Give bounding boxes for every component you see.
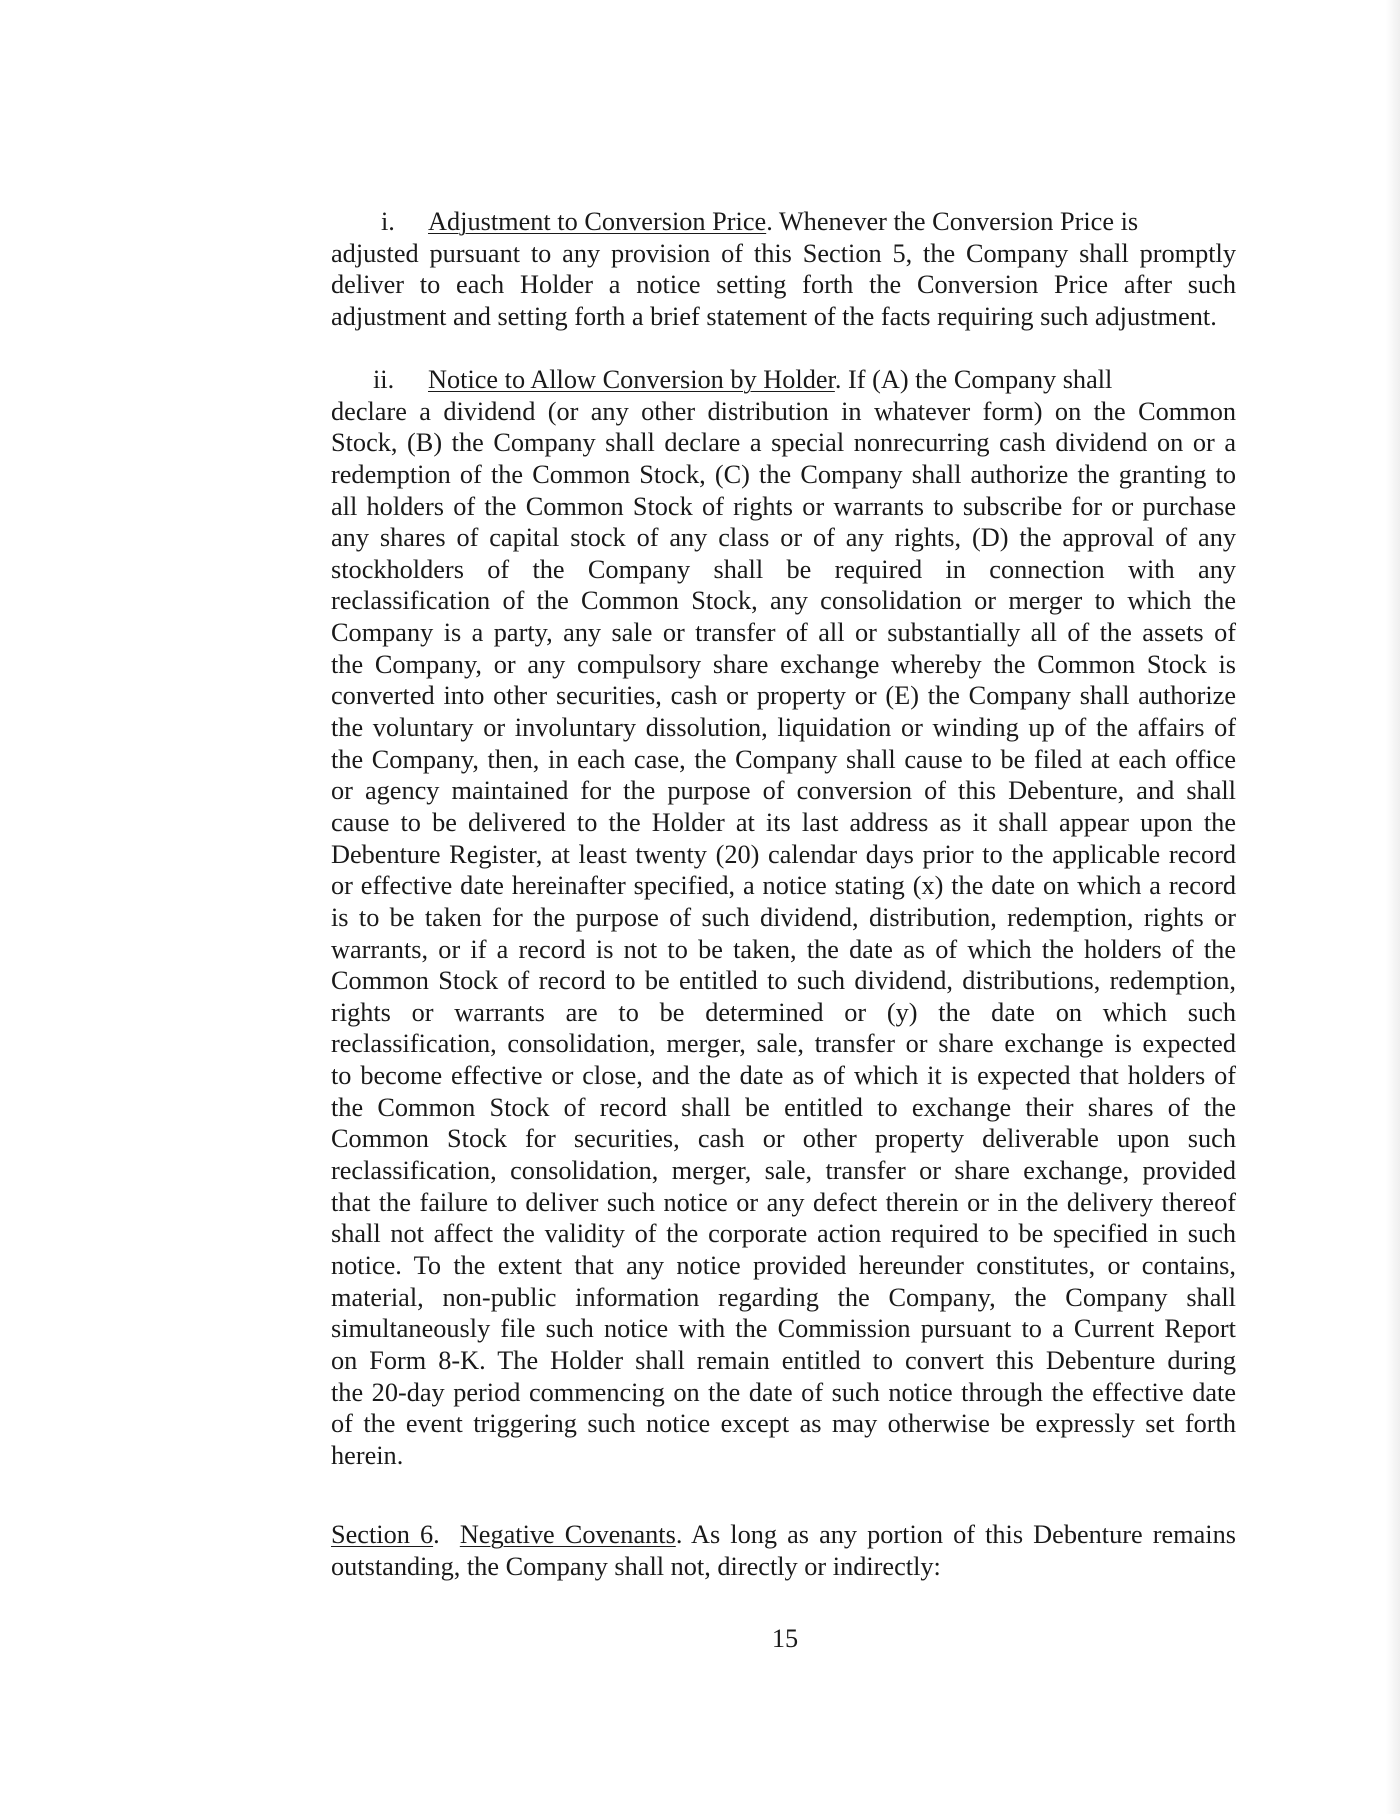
- paragraph-line: the Common Stock of record shall be entitled to exchange their shares of the: [331, 1092, 1236, 1122]
- paragraph-line: to become effective or close, and the date as of which it is expected that holders of: [331, 1061, 1236, 1091]
- paragraph-line: converted into other securities, cash or property or (E) the Company shall authorize: [331, 681, 1236, 711]
- paragraph-line: declare a dividend (or any other distribution in whatever form) on the Common: [331, 396, 1236, 426]
- paragraph-line: redemption of the Common Stock, (C) the Company shall authorize the granting to: [331, 459, 1236, 489]
- paragraph-line: warrants, or if a record is not to be taken, the date as of which the holders of the: [331, 934, 1236, 964]
- paragraph-lead-line: [331, 206, 1236, 238]
- paragraph-line: Common Stock for securities, cash or other property deliverable upon such: [331, 1124, 1236, 1154]
- paragraph-number: i.: [381, 207, 395, 236]
- paragraph-line: that the failure to deliver such notice or any defect therein or in the delivery thereof: [331, 1187, 1236, 1217]
- paragraph-notice-to-allow-conversion: [331, 364, 1236, 1471]
- paragraph-line: shall not affect the validity of the corporate action required to be specified in such: [331, 1219, 1236, 1249]
- section-heading: Negative Covenants: [459, 1520, 676, 1549]
- page-edge-shadow: [1386, 0, 1400, 1814]
- paragraph-line: all holders of the Common Stock of rights or warrants to subscribe for or purchase: [331, 491, 1236, 521]
- paragraph-line: reclassification of the Common Stock, any consolidation or merger to which the: [331, 586, 1236, 616]
- paragraph-line: Stock, (B) the Company shall declare a special nonrecurring cash dividend on or a: [331, 428, 1236, 458]
- section-6-negative-covenants: [331, 1519, 1236, 1582]
- paragraph-line: the 20-day period commencing on the date of such notice through the effective date: [331, 1377, 1236, 1407]
- paragraph-line: of the event triggering such notice except as may otherwise be expressly set forth: [331, 1409, 1236, 1439]
- section-separator: .: [433, 1520, 460, 1549]
- paragraph-line: material, non-public information regarding the Company, the Company shall: [331, 1282, 1236, 1312]
- paragraph-lead-text: . Whenever the Conversion Price is: [766, 207, 1139, 236]
- paragraph-line: rights or warrants are to be determined or (y) the date on which such: [331, 997, 1236, 1027]
- paragraph-line: simultaneously file such notice with the Commission pursuant to a Current Report: [331, 1314, 1236, 1344]
- paragraph-adjustment-to-conversion-price: [331, 206, 1236, 333]
- paragraph-line: adjusted pursuant to any provision of this Section 5, the Company shall promptly: [331, 238, 1236, 268]
- paragraph-line: reclassification, consolidation, merger, sale, transfer or share exchange, provided: [331, 1156, 1236, 1186]
- paragraph-line: on Form 8-K. The Holder shall remain entitled to convert this Debenture during: [331, 1345, 1236, 1375]
- paragraph-line: notice. To the extent that any notice provided hereunder constitutes, or contains,: [331, 1250, 1236, 1280]
- paragraph-line: cause to be delivered to the Holder at its last address as it shall appear upon the: [331, 807, 1236, 837]
- paragraph-line: the Company, then, in each case, the Company shall cause to be filed at each office: [331, 744, 1236, 774]
- paragraph-line: Company is a party, any sale or transfer of all or substantially all of the assets of: [331, 618, 1236, 648]
- paragraph-line: any shares of capital stock of any class or of any rights, (D) the approval of any: [331, 523, 1236, 553]
- paragraph-line: the Company, or any compulsory share exchange whereby the Common Stock is: [331, 649, 1236, 679]
- section-line: outstanding, the Company shall not, directly or indirectly:: [331, 1551, 941, 1581]
- paragraph-line: or effective date hereinafter specified, a notice stating (x) the date on which a record: [331, 871, 1236, 901]
- section-label: Section 6: [331, 1520, 434, 1549]
- paragraph-line: is to be taken for the purpose of such dividend, distribution, redemption, rights or: [331, 902, 1236, 932]
- section-lead-text: . As long as any portion of this Debenture remains: [675, 1520, 1236, 1549]
- paragraph-line: herein.: [331, 1440, 404, 1470]
- paragraph-line: the voluntary or involuntary dissolution, liquidation or winding up of the affairs of: [331, 713, 1236, 743]
- page-number: 15: [771, 1624, 799, 1653]
- paragraph-line: reclassification, consolidation, merger, sale, transfer or share exchange is expected: [331, 1029, 1236, 1059]
- paragraph-line: stockholders of the Company shall be required in connection with any: [331, 554, 1236, 584]
- paragraph-line: or agency maintained for the purpose of conversion of this Debenture, and shall: [331, 776, 1236, 806]
- paragraph-line: deliver to each Holder a notice setting forth the Conversion Price after such: [331, 270, 1236, 300]
- paragraph-line: Debenture Register, at least twenty (20) calendar days prior to the applicable record: [331, 839, 1236, 869]
- section-lead-line: [331, 1519, 1236, 1551]
- paragraph-line: Common Stock of record to be entitled to such dividend, distributions, redemption,: [331, 966, 1236, 996]
- paragraph-heading: Notice to Allow Conversion by Holder: [428, 365, 835, 394]
- paragraph-number: ii.: [373, 365, 395, 394]
- paragraph-lead-line: [331, 364, 1236, 396]
- paragraph-lead-text: . If (A) the Company shall: [834, 365, 1113, 394]
- paragraph-line: adjustment and setting forth a brief statement of the facts requiring such adjustment.: [331, 301, 1217, 331]
- paragraph-heading: Adjustment to Conversion Price: [428, 207, 767, 236]
